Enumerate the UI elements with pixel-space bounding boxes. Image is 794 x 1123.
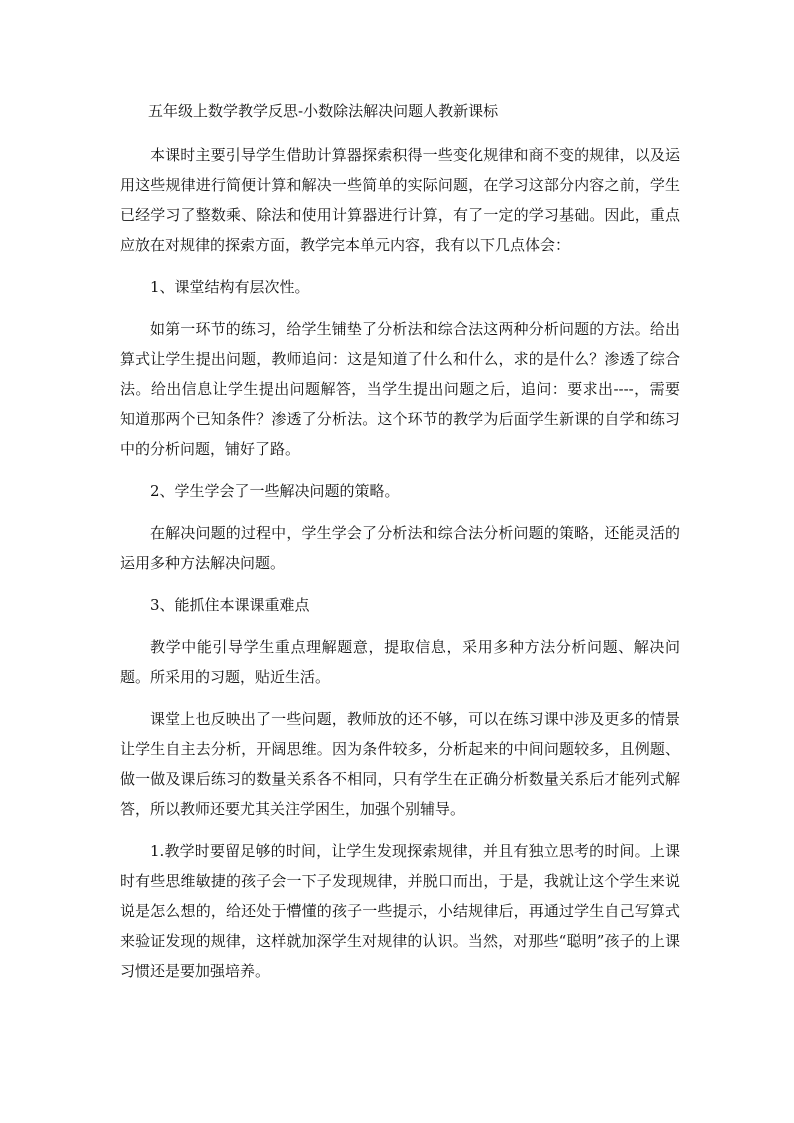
document-title: 五年级上数学教学反思-小数除法解决问题人教新课标 [148, 102, 499, 120]
document-page [120, 96, 680, 986]
point-1-paragraph: 如第一环节的练习，给学生铺垫了分析法和综合法这两种分析问题的方法。给出算式让学生提出问题，教师追问：这是知道了什么和什么，求的是什么？渗透了综合法。给出信息让学生提出问题解答，当学生提出问题之后，追问：要求出----，需要知道那两个已知条件？渗透了分析法。这个环节的教学为后面学生新课的自学和练习中的分析问题，铺好了路。 [120, 320, 680, 458]
point-3-paragraph: 教学中能引导学生重点理解题意，提取信息，采用多种方法分析问题、解决问题。所采用的习题，贴近生活。 [120, 638, 680, 686]
point-2-paragraph: 在解决问题的过程中，学生学会了分析法和综合法分析问题的策略，还能灵活的运用多种方法解决问题。 [120, 524, 680, 572]
problems-paragraph: 课堂上也反映出了一些问题，教师放的还不够，可以在练习课中涉及更多的情景让学生自主去分析，开阔思维。因为条件较多，分析起来的中间问题较多，且例题、做一做及课后练习的数量关系各不相同，只有学生在正确分析数量关系后才能列式解答，所以教师还要尤其关注学困生，加强个别辅导。 [120, 710, 680, 818]
point-3-heading: 3、能抓住本课课重难点 [150, 596, 310, 614]
point-1-heading: 1、课堂结构有层次性。 [150, 278, 310, 296]
suggestion-1-paragraph: 1.教学时要留足够的时间，让学生发现探索规律，并且有独立思考的时间。上课时有些思维敏捷的孩子会一下子发现规律，并脱口而出，于是，我就让这个学生来说说是怎么想的，给还处于懵懂的孩子一些提示，小结规律后，再通过学生自己写算式来验证发现的规律，这样就加深学生对规律的认识。当然，对那些“聪明”孩子的上课习惯还是要加强培养。 [120, 842, 680, 980]
intro-paragraph: 本课时主要引导学生借助计算器探索积得一些变化规律和商不变的规律，以及运用这些规律进行简便计算和解决一些简单的实际问题，在学习这部分内容之前，学生已经学习了整数乘、除法和使用计算器进行计算，有了一定的学习基础。因此，重点应放在对规律的探索方面，教学完本单元内容，我有以下几点体会： [120, 146, 680, 254]
point-2-heading: 2、学生学会了一些解决问题的策略。 [150, 482, 400, 500]
